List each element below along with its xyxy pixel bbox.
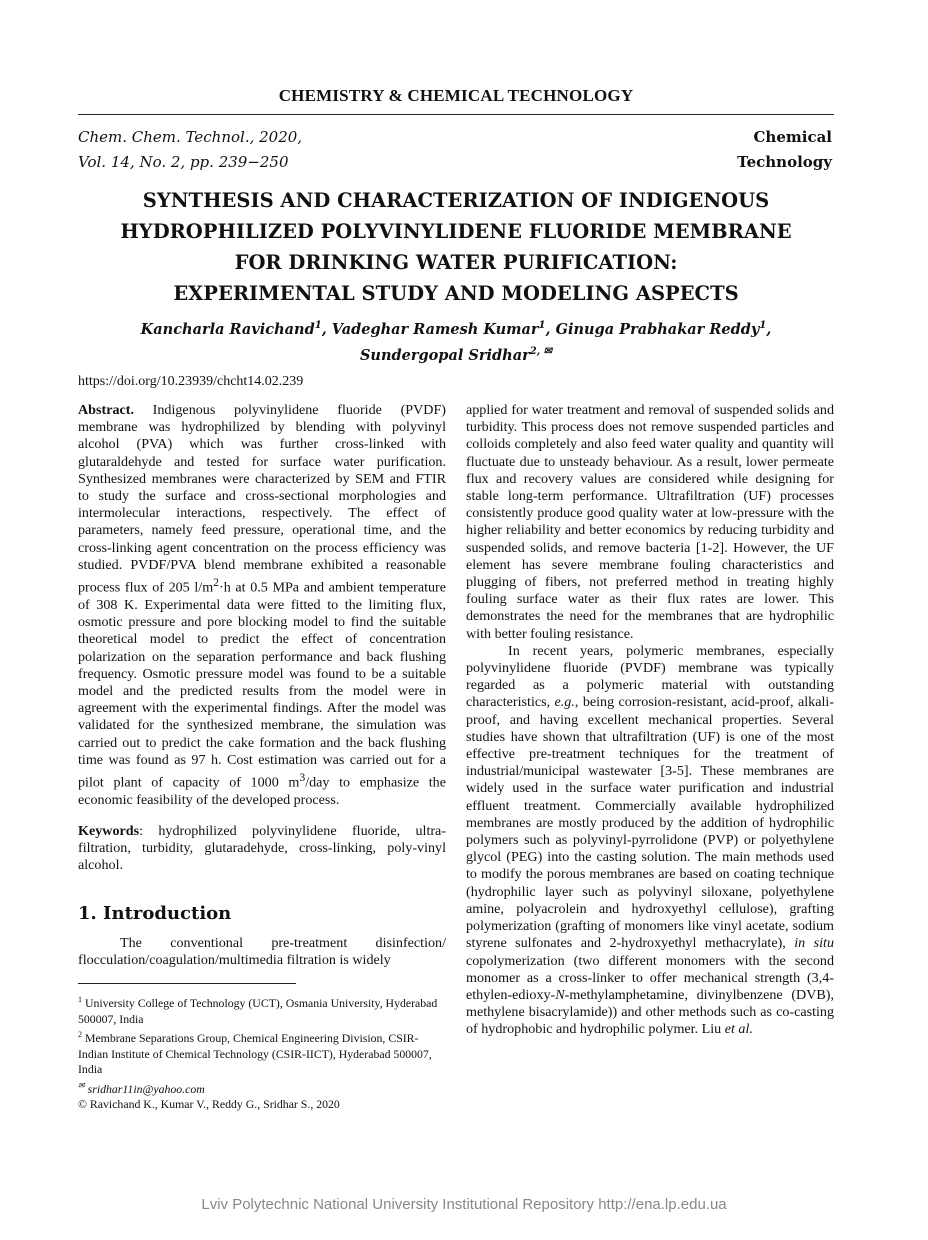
affiliation-marker: 1 (314, 320, 322, 331)
title-line: HYDROPHILIZED POLYVINYLIDENE FLUORIDE MEMBRANE (120, 220, 792, 243)
author-list: Kancharla Ravichand$^1$, Vadeghar Ramesh Kumar$^1$, Ginuga Prabhakar Reddy$^1$, Sundergopal Sridhar$^{2, ✉}$ (140, 320, 772, 364)
citation-line: Vol. 14, No. 2, pp. 239−250 (78, 153, 289, 171)
affiliation-marker: 1 (759, 320, 767, 331)
author-name: Sundergopal Sridhar (359, 346, 530, 364)
affiliation-marker: 2, ✉ (529, 345, 553, 357)
section-heading: 1. Introduction (78, 902, 232, 924)
title-line: SYNTHESIS AND CHARACTERIZATION OF INDIGENOUS (142, 189, 770, 212)
doi-link[interactable]: https://doi.org/10.23939/chcht14.02.239 (78, 374, 304, 389)
repository-footer[interactable]: Lviv Polytechnic National University Institutional Repository http://ena.lp.edu.ua (201, 1196, 727, 1213)
affiliation-marker: 1 (538, 320, 546, 331)
author-name: Kancharla Ravichand (140, 320, 315, 338)
journal-header: CHEMISTRY & CHEMICAL TECHNOLOGY (278, 86, 634, 105)
journal-name-block (737, 125, 832, 175)
journal-name-line: Chemical (753, 128, 832, 146)
keywords-paragraph: Keywords: hydrophilized polyvinylidene fluoride, ultra-filtration, turbidity, glutaradehyde, cross-linking, poly-vinyl alcohol. (78, 823, 446, 874)
body-paragraph: applied for water treatment and removal of suspended solids and turbidity. This process does not remove suspended particles and colloids completely and also feed water quality and quantity will fluctuate due to unsteady behaviour. As a result, lower permeate flux and recovery values are considered while designing for stable long-term performance. Ultrafiltration (UF) processes consistently produce good quality water at low-pressure with the higher reliability and better economics by reducing turbidity and suspended solids, and remove bacteria [1-2]. However, the UF element has severe membrane fouling characteristics and plugging of fibers, not preferred method in treating highly fouling surface water as their flux rates are lower. This demonstrates the need for the membranes that are hydrophilic with better fouling resistance. (466, 402, 834, 642)
footnote-copyright: © Ravichand K., Kumar V., Reddy G., Sridhar S., 2020 (78, 1097, 340, 1112)
author-name: Ginuga Prabhakar Reddy (555, 320, 760, 338)
intro-paragraph: The conventional pre-treatment disinfection/ flocculation/coagulation/multimedia filtration is widely (78, 934, 446, 969)
title-line: EXPERIMENTAL STUDY AND MODELING ASPECTS (173, 282, 739, 305)
footnotes (78, 992, 446, 1112)
abstract-label: Abstract. (78, 402, 134, 418)
footnote-divider (78, 983, 296, 984)
header-divider (78, 114, 834, 115)
footnote-affiliation-2: $^2$ Membrane Separations Group, Chemical Engineering Division, CSIR-Indian Institute of Chemical Technology (CSIR-IICT), Hyderabad 500007, India (78, 1030, 432, 1077)
envelope-icon: ✉ (78, 1080, 85, 1090)
keywords-label: Keywords (78, 823, 140, 840)
footnote-email[interactable]: ✉ sridhar11in@yahoo.com (78, 1080, 205, 1096)
paper-title (78, 185, 834, 309)
left-column (78, 402, 446, 1113)
right-column (466, 402, 834, 1039)
journal-name-line: Technology (737, 153, 832, 171)
title-line: FOR DRINKING WATER PURIFICATION: (234, 251, 678, 274)
abstract-paragraph: Abstract. Indigenous polyvinylidene fluoride (PVDF) membrane was hydrophilized by blending with polyvinyl alcohol (PVA) which was further cross-linked with glutaraldehyde and tested for surface water purification. Synthesized membranes were characterized by SEM and FTIR to study the surface and cross-sectional morphologies and intermolecular interactions, respectively. The effect of parameters, namely feed pressure, operational time, and the cross-linking agent concentration on the process efficiency was studied. PVDF/PVA blend membrane exhibited a reasonable process flux of 205 $l/m^2\cdot h$ at 0.5 MPa and ambient temperature of 308 K. Experimental data were fitted to the limiting flux, osmotic pressure and pore blocking model to find the suitable theoretical model to predict the effect of concentration polarization on the separation performance and back flushing frequency. Osmotic pressure model was found to be a suitable model and the predicted results from the model were in agreement with the experimental findings. After the model was validated for the synthesized membrane, the simulation was carried out to predict the cake formation and the back flushing time was found as 97 h. Cost estimation was carried out for a pilot plant of capacity of 1000 $m^3$/day to emphasize the economic feasibility of the developed process. (78, 402, 446, 808)
body-paragraph: In recent years, polymeric membranes, especially polyvinylidene fluoride (PVDF) membrane was typically regarded as a polymeric material with outstanding characteristics, e.g., being corrosion-resistant, acid-proof, alkali-proof, and having excellent mechanical properties. Several studies have shown that ultrafiltration (UF) is one of the most effective pre-treatment techniques for the treatment of industrial/municipal wastewater [3-5]. These membranes are widely used in the surface water purification and industrial effluent treatment. Commercially available hydrophilized membranes are mostly produced by the addition of hydrophilic polymers such as polyvinyl-pyrrolidone (PVP) or polyethylene glycol (PEG) into the casting solution. The main methods used to modify the porous membranes are based on coating technique (hydrophilic layer such as polyvinyl siloxane, polyethylene amine, polyacrolein and hydroxyethyl cellulose), grafting polymerization (grafting of monomers like vinyl acetate, sodium styrene sulfonates and 2-hydroxyethyl methacrylate), in situ copolymerization (two different monomers with the second monomer as a cross-linker to offer mechanical strength (3,4-ethylen-edioxy-N-methylamphetamine, divinylbenzene (DVB), methylene bisacrylamide)) and other methods such as co-casting of hydrophobic and hydrophilic polymer. Liu et al. (466, 642, 834, 1038)
citation-block (78, 125, 302, 175)
footnote-affiliation-1: $^1$ University College of Technology (UCT), Osmania University, Hyderabad 500007, India (78, 995, 438, 1026)
citation-line: Chem. Chem. Technol., 2020, (78, 128, 303, 146)
author-name: Vadeghar Ramesh Kumar (331, 320, 539, 338)
